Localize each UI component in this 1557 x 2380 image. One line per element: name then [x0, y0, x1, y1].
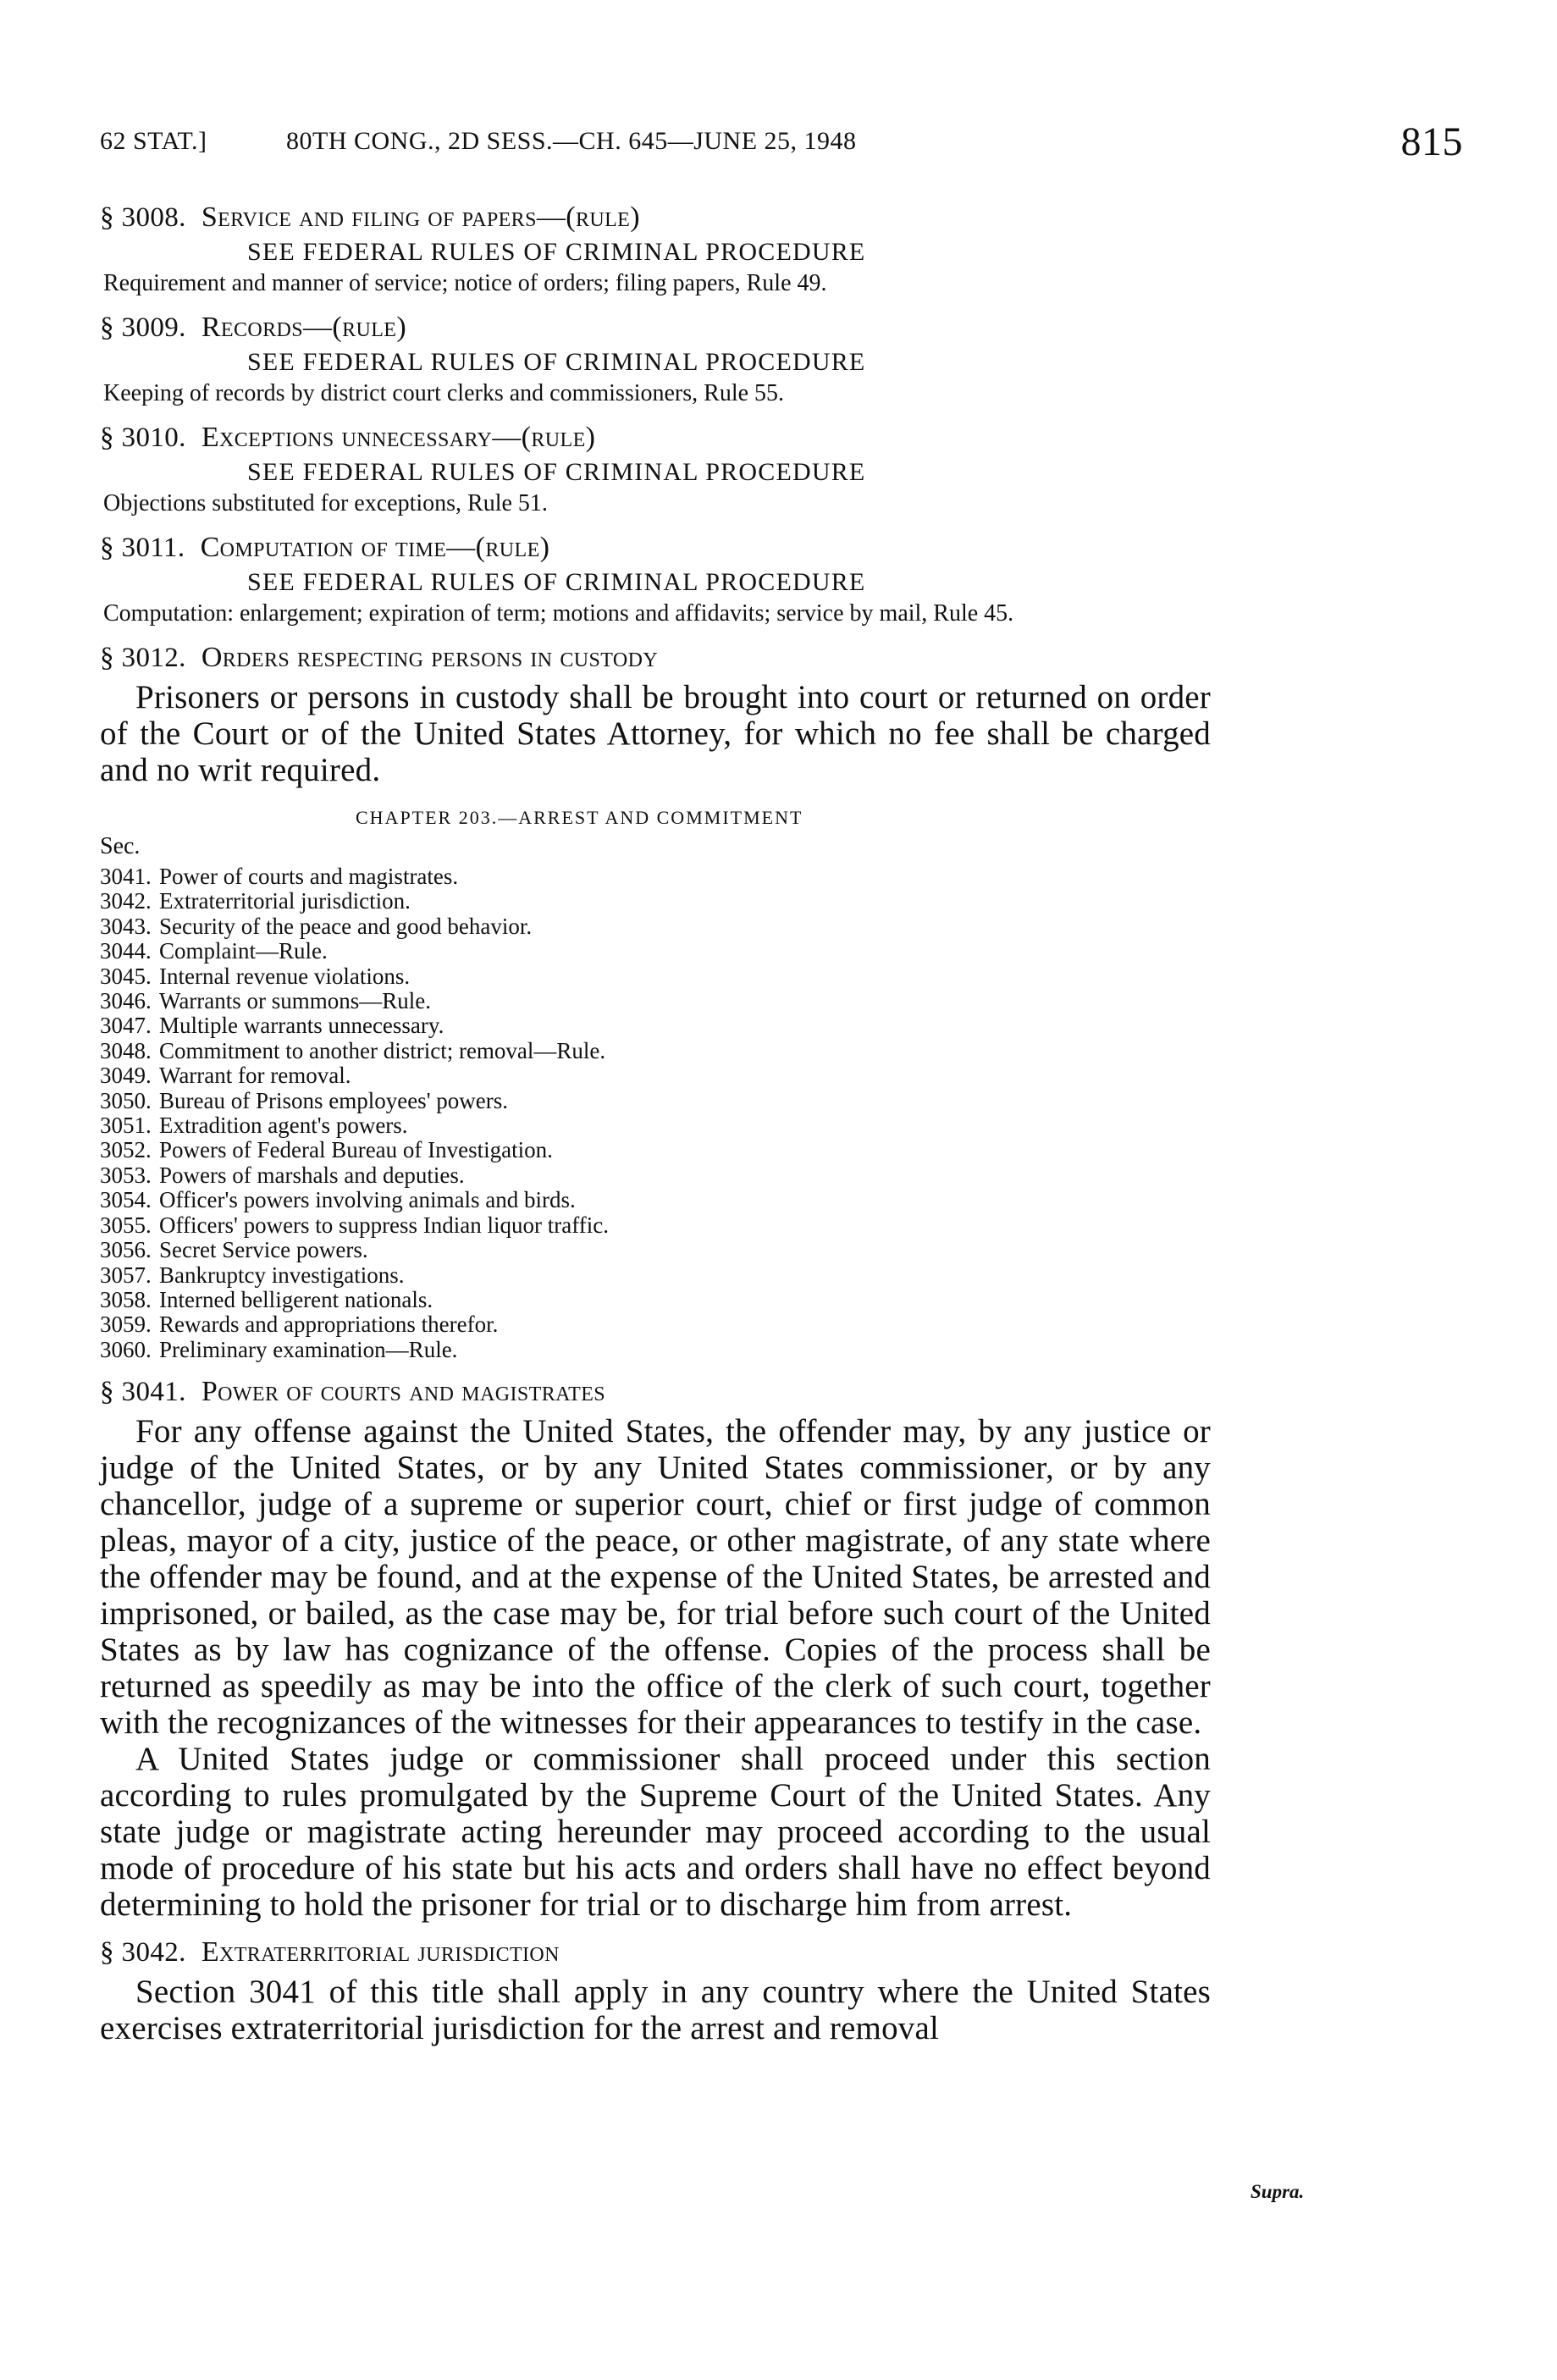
section-title: Extraterritorial jurisdiction — [201, 1936, 560, 1969]
list-item: 3060. Preliminary examination—Rule. — [100, 1336, 458, 1362]
section-heading-3011 — [100, 530, 1211, 566]
page-number: 815 — [1400, 119, 1463, 164]
section-text-3041-p1: For any offense against the United States, the offender may, by any justice or judge of the United States, or by any United States commissioner, or by any chancellor, judge of a supreme or superior court, chief or first judge of common pleas, mayor of a city, justice of the peace, or other magistrate, of any state where the offender may be found, and at the expense of the United States, be arrested and imprisoned, or bailed, as the case may be, for trial before such court of the United States as by law has cognizance of the offense. Copies of the process shall be returned as speedily as may be into the office of the clerk of such court, together with the recognizances of the witnesses for their appearances to testify in the case. — [100, 1413, 1211, 1742]
running-header — [100, 119, 1463, 169]
list-item: 3047. Multiple warrants unnecessary. — [100, 1013, 444, 1039]
statute-volume: 62 STAT.] — [100, 127, 207, 155]
list-item: 3057. Bankruptcy investigations. — [100, 1262, 405, 1288]
section-text-3042: Section 3041 of this title shall apply in any country where the United States exercises extraterritorial jurisdiction for the arrest and removal — [100, 1974, 1211, 2047]
section-title: Exceptions unnecessary—(rule) — [201, 422, 596, 453]
list-item: 3052. Powers of Federal Bureau of Investigation. — [100, 1137, 553, 1163]
list-item: 3050. Bureau of Prisons employees' powers. — [100, 1087, 509, 1113]
rule-note: Computation: enlargement; expiration of term; motions and affidavits; service by mail, Rule 45. — [103, 600, 1014, 627]
list-item: 3042. Extraterritorial jurisdiction. — [100, 888, 411, 914]
list-item: 3043. Security of the peace and good behavior. — [100, 913, 533, 939]
list-item: 3055. Officers' powers to suppress Indian liquor traffic. — [100, 1212, 609, 1238]
section-title: Records—(rule) — [201, 312, 407, 343]
section-title: Power of courts and magistrates — [201, 1376, 606, 1408]
list-item: 3048. Commitment to another district; removal—Rule. — [100, 1037, 606, 1063]
see-rules-line: SEE FEDERAL RULES OF CRIMINAL PROCEDURE — [247, 348, 866, 376]
rule-note: Keeping of records by district court clerks and commissioners, Rule 55. — [103, 380, 785, 406]
list-item: 3053. Powers of marshals and deputies. — [100, 1162, 465, 1188]
section-heading-3010 — [100, 420, 1211, 456]
section-heading-3041 — [100, 1374, 1211, 1410]
section-title: Service and filing of papers—(rule) — [201, 202, 640, 233]
section-heading-3008 — [100, 200, 1211, 235]
chapter-section-list — [100, 864, 1211, 1362]
section-heading-3012 — [100, 640, 1211, 676]
list-item: 3041. Power of courts and magistrates. — [100, 864, 459, 889]
see-rules-line: SEE FEDERAL RULES OF CRIMINAL PROCEDURE — [247, 238, 866, 266]
congress-session: 80TH CONG., 2D SESS.—CH. 645—JUNE 25, 1948 — [286, 127, 857, 155]
section-number: § 3041. — [100, 1377, 186, 1408]
see-rules-line: SEE FEDERAL RULES OF CRIMINAL PROCEDURE — [247, 458, 866, 486]
list-item: 3058. Interned belligerent nationals. — [100, 1286, 433, 1312]
section-text-3012: Prisoners or persons in custody shall be brought into court or returned on order of the Court or of the United States Attorney, for which no fee shall be charged and no writ required. — [100, 679, 1211, 788]
section-heading-3042 — [100, 1935, 1211, 1970]
see-rules-line: SEE FEDERAL RULES OF CRIMINAL PROCEDURE — [247, 568, 866, 596]
rule-note: Requirement and manner of service; notice of orders; filing papers, Rule 49. — [103, 270, 827, 296]
section-number: § 3010. — [100, 422, 186, 453]
section-number: § 3009. — [100, 312, 186, 343]
section-text-3041-p2: A United States judge or commissioner shall proceed under this section according to rules promulgated by the Supreme Court of the United States. Any state judge or magistrate acting hereunder may proceed according to the usual mode of procedure of his state but his acts and orders shall have no effect beyond determining to hold the prisoner for trial or to discharge him from arrest. — [100, 1741, 1211, 1924]
section-title: Orders respecting persons in custody — [201, 642, 659, 673]
list-item: 3045. Internal revenue violations. — [100, 963, 411, 989]
chapter-heading: CHAPTER 203.—ARREST AND COMMITMENT — [356, 807, 803, 828]
list-item: 3044. Complaint—Rule. — [100, 938, 328, 964]
section-number: § 3042. — [100, 1937, 186, 1969]
section-number: § 3012. — [100, 643, 186, 673]
section-heading-3009 — [100, 310, 1211, 345]
list-item: 3056. Secret Service powers. — [100, 1237, 368, 1263]
list-item: 3051. Extradition agent's powers. — [100, 1113, 408, 1139]
list-item: 3059. Rewards and appropriations therefor. — [100, 1311, 499, 1338]
list-item: 3054. Officer's powers involving animals and birds. — [100, 1187, 576, 1213]
page-content — [100, 188, 1211, 2046]
list-item: 3049. Warrant for removal. — [100, 1063, 351, 1089]
list-item: 3046. Warrants or summons—Rule. — [100, 988, 432, 1014]
sec-label: Sec. — [100, 833, 141, 859]
section-title: Computation of time—(rule) — [200, 532, 550, 563]
section-number: § 3008. — [100, 202, 186, 233]
margin-note: Supra. — [1251, 2181, 1305, 2202]
section-number: § 3011. — [100, 533, 185, 563]
rule-note: Objections substituted for exceptions, Rule 51. — [103, 490, 548, 516]
